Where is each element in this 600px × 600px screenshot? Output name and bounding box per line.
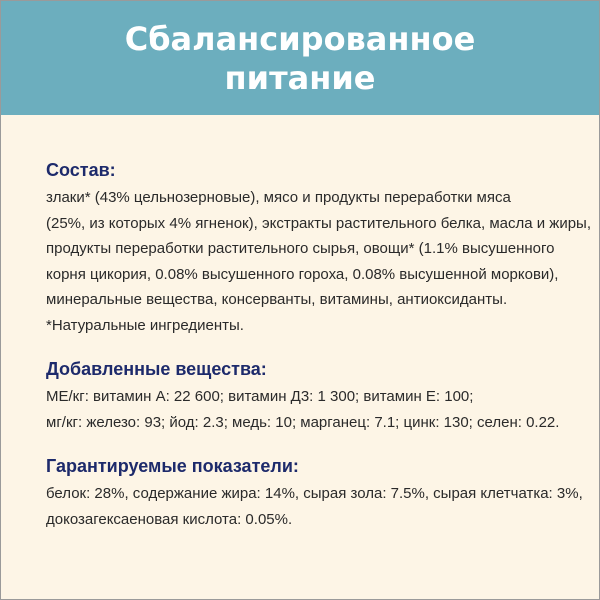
additives-line: МЕ/кг: витамин А: 22 600; витамин Д3: 1 300; витамин Е: 100; xyxy=(46,388,474,405)
composition-footnote: *Натуральные ингредиенты. xyxy=(46,316,244,334)
guaranteed-analysis-heading: Гарантируемые показатели: xyxy=(46,456,299,476)
banner-title-line-2: питание xyxy=(224,59,376,97)
title-banner xyxy=(1,1,599,115)
composition-line: минеральные вещества, консерванты, витамины, антиоксиданты. xyxy=(46,291,508,308)
additives-section xyxy=(46,358,576,435)
guaranteed-analysis-line: докозагексаеновая кислота: 0.05%. xyxy=(46,510,293,528)
composition-line: корня цикория, 0.08% высушенного гороха, 0.08% высушенной моркови), xyxy=(46,265,559,283)
banner-title-line-1: Сбалансированное xyxy=(124,20,476,58)
content-area xyxy=(46,159,592,552)
banner-title xyxy=(125,18,476,98)
composition-line: злаки* (43% цельнозерновые), мясо и продукты переработки мяса xyxy=(46,189,511,206)
guaranteed-analysis-line: белок: 28%, содержание жира: 14%, сырая зола: 7.5%, сырая клетчатка: 3%, xyxy=(46,485,583,502)
composition-line: продукты переработки растительного сырья, овощи* (1.1% высушенного xyxy=(46,240,555,257)
guaranteed-analysis-section xyxy=(46,455,583,532)
composition-section xyxy=(46,159,592,338)
composition-heading: Состав: xyxy=(46,160,116,180)
composition-line: (25%, из которых 4% ягненок), экстракты растительного белка, масла и жиры, xyxy=(46,214,592,232)
additives-heading: Добавленные вещества: xyxy=(46,359,267,379)
additives-line: мг/кг: железо: 93; йод: 2.3; медь: 10; марганец: 7.1; цинк: 130; селен: 0.22. xyxy=(46,413,560,431)
